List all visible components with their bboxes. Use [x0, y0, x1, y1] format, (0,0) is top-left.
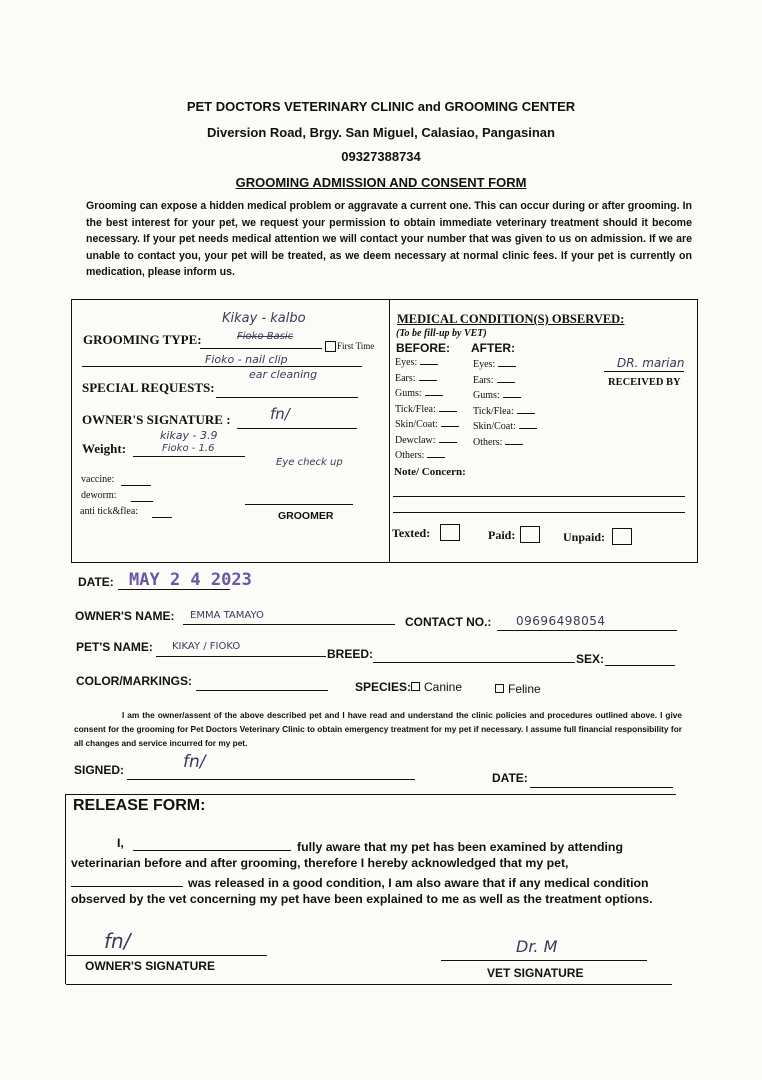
- grooming-line-2: [82, 366, 362, 367]
- grooming-type-label: GROOMING TYPE:: [83, 332, 202, 347]
- before-item: [395, 373, 437, 384]
- weight-handwriting-2: Fioko - 1.6: [162, 443, 215, 454]
- owner-signature-handwriting: fn/: [270, 405, 290, 423]
- release-top-rule: [66, 794, 676, 795]
- owner-signature-line[interactable]: [237, 428, 357, 429]
- texted-checkbox[interactable]: [440, 524, 460, 541]
- note-line-1[interactable]: [393, 496, 685, 497]
- eye-checkup-note: Eye check up: [276, 457, 343, 468]
- after-label: AFTER:: [471, 341, 515, 355]
- grooming-type-handwriting-2: Fioko Basic: [237, 331, 294, 342]
- after-item: [473, 375, 515, 386]
- after-item: [473, 406, 535, 417]
- release-line1-i: I,: [117, 836, 124, 850]
- texted-label: Texted:: [392, 526, 431, 540]
- consent-paragraph: I am the owner/assent of the above described pet and I have read and understand the clinic policies and procedures outlined above. I give consent for the grooming for Pet Doctors Veterinary Clinic to obtain emergency treatment for my pet if necessary. I assume full financial responsibility for all changes and service incurred for my pet.: [74, 710, 682, 748]
- owner-name-line[interactable]: [183, 624, 395, 625]
- before-item-line[interactable]: [420, 364, 438, 365]
- grooming-type-handwriting-1: Kikay - kalbo: [222, 311, 306, 326]
- before-item-label: Tick/Flea:: [395, 403, 436, 415]
- release-vet-sig-label: VET SIGNATURE: [487, 966, 584, 980]
- box-divider: [389, 299, 390, 563]
- release-vet-sig-line[interactable]: [441, 960, 647, 961]
- before-item-label: Gums:: [395, 388, 422, 399]
- after-item-label: Skin/Coat:: [473, 421, 516, 432]
- before-item-label: Eyes:: [395, 357, 418, 368]
- date-line[interactable]: [118, 589, 230, 590]
- before-item-line[interactable]: [425, 395, 443, 396]
- after-item: [473, 390, 521, 401]
- pet-name-value: KIKAY / FIOKO: [172, 641, 241, 652]
- species-canine-option[interactable]: [411, 680, 462, 694]
- special-requests-label: SPECIAL REQUESTS:: [82, 380, 215, 395]
- groomer-line[interactable]: [245, 504, 353, 505]
- after-item-line[interactable]: [505, 444, 523, 445]
- before-item: [395, 435, 457, 446]
- contact-line[interactable]: [497, 630, 677, 631]
- before-item-label: Dewclaw:: [395, 434, 436, 446]
- first-time-label: First Time: [337, 341, 375, 351]
- after-item-line[interactable]: [503, 397, 521, 398]
- contact-label: CONTACT NO.:: [405, 615, 492, 629]
- release-line2-text: veterinarian before and after grooming, therefore I hereby acknowledged that my pet,: [71, 856, 569, 870]
- after-item: [473, 437, 523, 448]
- pet-name-line[interactable]: [156, 656, 326, 657]
- anti-tick-label: anti tick&flea:: [80, 506, 139, 517]
- canine-checkbox[interactable]: [411, 682, 420, 691]
- sex-label: SEX:: [576, 652, 605, 666]
- release-line1-text: fully aware that my pet has been examined by attending: [297, 840, 623, 854]
- received-by-handwriting: DR. marian: [617, 356, 685, 370]
- before-item: [395, 357, 438, 368]
- after-item-label: Others:: [473, 436, 503, 448]
- release-title: RELEASE FORM:: [73, 797, 206, 814]
- breed-label: BREED:: [327, 647, 374, 661]
- groomer-label: GROOMER: [278, 510, 334, 522]
- date-label: DATE:: [78, 575, 114, 589]
- grooming-handwriting-3: Fioko - nail clip: [205, 353, 288, 366]
- note-line-2[interactable]: [393, 512, 685, 513]
- release-pet-line[interactable]: [71, 886, 183, 887]
- owner-name-value: EMMA TAMAYO: [190, 610, 264, 621]
- color-markings-label: COLOR/MARKINGS:: [76, 674, 192, 688]
- after-item-label: Gums:: [473, 390, 500, 401]
- species-feline-option[interactable]: [495, 682, 541, 696]
- clinic-name: PET DOCTORS VETERINARY CLINIC and GROOMING CENTER: [186, 99, 576, 114]
- canine-label: Canine: [424, 680, 463, 694]
- received-by-line[interactable]: [604, 371, 684, 372]
- before-item: [395, 404, 457, 415]
- signed-label: SIGNED:: [74, 763, 125, 777]
- release-name-line[interactable]: [133, 850, 291, 851]
- before-item-line[interactable]: [441, 426, 459, 427]
- received-by-label: RECEIVED BY: [608, 377, 681, 388]
- before-item-label: Skin/Coat:: [395, 419, 438, 430]
- after-item-label: Tick/Flea:: [473, 405, 514, 417]
- signed-date-label: DATE:: [492, 771, 528, 785]
- signed-date-line[interactable]: [530, 787, 673, 788]
- after-item: [473, 359, 516, 370]
- after-item-line[interactable]: [498, 366, 516, 367]
- breed-line[interactable]: [373, 662, 575, 663]
- signed-handwriting: fn/: [183, 752, 206, 772]
- clinic-address: Diversion Road, Brgy. San Miguel, Calasiao, Pangasinan: [207, 125, 555, 140]
- date-stamp: MAY 2 4 2023: [129, 570, 252, 590]
- owner-name-label: OWNER'S NAME:: [75, 609, 175, 623]
- paid-label: Paid:: [488, 528, 516, 542]
- anti-tick-line[interactable]: [152, 517, 172, 518]
- release-line3-text: was released in a good condition, I am also aware that if any medical condition: [188, 876, 649, 890]
- after-item-line[interactable]: [519, 428, 537, 429]
- after-item-line[interactable]: [497, 382, 515, 383]
- form-title: GROOMING ADMISSION AND CONSENT FORM: [235, 175, 527, 190]
- before-item-label: Ears:: [395, 372, 416, 384]
- before-item-line[interactable]: [427, 457, 445, 458]
- medical-condition-subtitle: (To be fill-up by VET): [396, 328, 487, 339]
- feline-checkbox[interactable]: [495, 684, 504, 693]
- paid-checkbox[interactable]: [520, 526, 540, 543]
- release-line4-text: observed by the vet concerning my pet have been explained to me as well as the treatment options.: [71, 892, 653, 906]
- vaccine-label: vaccine:: [81, 474, 115, 485]
- weight-line[interactable]: [133, 456, 245, 457]
- before-item-line[interactable]: [419, 380, 437, 381]
- release-owner-signature-handwriting: fn/: [104, 929, 131, 953]
- after-item-label: Ears:: [473, 374, 494, 386]
- unpaid-checkbox[interactable]: [612, 528, 632, 545]
- before-item-label: Others:: [395, 450, 425, 461]
- sex-line[interactable]: [605, 665, 675, 666]
- before-item: [395, 388, 443, 399]
- before-item: [395, 419, 459, 430]
- deworm-label: deworm:: [81, 490, 117, 501]
- unpaid-label: Unpaid:: [563, 530, 606, 544]
- color-markings-line[interactable]: [196, 690, 328, 691]
- grooming-type-line: [200, 348, 322, 349]
- pet-name-label: PET'S NAME:: [76, 640, 153, 654]
- grooming-handwriting-4: ear cleaning: [249, 368, 318, 381]
- before-item-line[interactable]: [439, 442, 457, 443]
- release-left-rule: [65, 794, 66, 984]
- release-owner-sig-label: OWNER'S SIGNATURE: [85, 959, 215, 973]
- owner-signature-label: OWNER'S SIGNATURE :: [82, 412, 231, 427]
- special-requests-line[interactable]: [216, 397, 358, 398]
- contact-value: 09696498054: [516, 614, 606, 628]
- weight-handwriting-1: kikay - 3.9: [160, 429, 218, 442]
- release-vet-signature-handwriting: Dr. M: [516, 937, 558, 956]
- before-item: [395, 450, 445, 461]
- feline-label: Feline: [508, 682, 541, 696]
- release-bottom-rule: [66, 984, 672, 985]
- vaccine-line[interactable]: [121, 485, 151, 486]
- signed-line[interactable]: [127, 779, 415, 780]
- before-label: BEFORE:: [396, 341, 450, 355]
- deworm-line[interactable]: [131, 501, 153, 502]
- before-item-line[interactable]: [439, 411, 457, 412]
- species-label: SPECIES:: [355, 680, 412, 694]
- note-concern-label: Note/ Concern:: [394, 466, 466, 478]
- after-item-line[interactable]: [517, 413, 535, 414]
- after-item: [473, 421, 537, 432]
- weight-label: Weight:: [82, 441, 127, 456]
- intro-paragraph: Grooming can expose a hidden medical problem or aggravate a current one. This can occur during or after grooming. In the best interest for your pet, we request your permission to obtain immediate veterinary treatment should it become necessary. If your pet needs medical attention we will contact your number that was given to us on admission. If we are unable to contact you, your pet will be treated, as we deem necessary at normal clinic fees. If your pet is currently on medication, please inform us.: [86, 200, 692, 279]
- first-time-checkbox[interactable]: [325, 341, 336, 352]
- release-owner-sig-line[interactable]: [67, 955, 267, 956]
- clinic-phone: 09327388734: [341, 149, 421, 164]
- after-item-label: Eyes:: [473, 359, 496, 370]
- medical-condition-title: MEDICAL CONDITION(S) OBSERVED:: [397, 312, 625, 326]
